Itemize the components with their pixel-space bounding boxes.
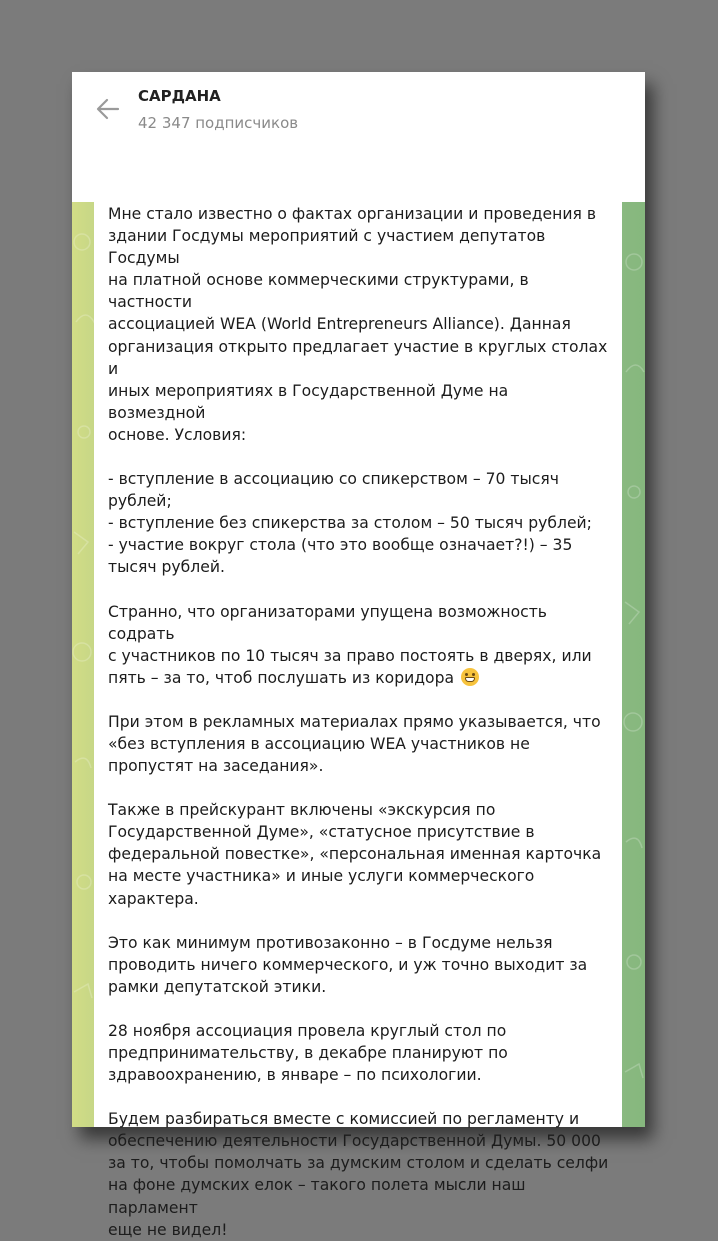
subscriber-count: 42 347 подписчиков xyxy=(138,114,299,132)
message-paragraph xyxy=(108,601,610,689)
message-paragraph: При этом в рекламных материалах прямо указывается, что «без вступления в ассоциацию WEA участников не пропустят на заседания». xyxy=(108,712,601,776)
arrow-left-icon xyxy=(96,98,120,120)
back-button[interactable] xyxy=(94,96,122,122)
channel-header xyxy=(72,72,645,202)
message-paragraph: 28 ноября ассоциация провела круглый стол по предпринимательству, в декабре планируют по здравоохранению, в январе – по психологии. xyxy=(108,1021,508,1085)
grinning-face-emoji-icon xyxy=(461,668,479,686)
message-paragraph: Также в прейскурант включены «экскурсия по Государственной Думе», «статусное присутствие в федеральной повестке», «персональная именная карточка на месте участника» и иные услуги коммерческого характера. xyxy=(108,801,602,908)
message-paragraph-text: Странно, что организаторами упущена возможность содрать с участников по 10 тысяч за право постоять в дверях, или пять – за то, чтоб послушать из коридора xyxy=(108,602,592,687)
message-paragraph: Будем разбираться вместе с комиссией по регламенту и обеспечению деятельности Государственной Думы. 50 000 за то, чтобы помолчать за думским столом и сделать селфи на фоне думских елок – такого полета мысли наш парламент еще не видел! xyxy=(108,1110,609,1239)
message-paragraph: Это как минимум противозаконно – в Госдуме нельзя проводить ничего коммерческого, и уж точно выходит за рамки депутатской этики. xyxy=(108,933,588,996)
channel-title[interactable]: САРДАНА xyxy=(138,87,221,105)
message-bubble[interactable] xyxy=(94,202,622,1239)
message-paragraph: Мне стало известно о фактах организации и проведения в здании Госдумы мероприятий с участием депутатов Госдумы на платной основе коммерческими структурами, в частности ассоциацией WEA (World Entrepreneurs Alliance). Данная организация открыто предлагает участие в круглых столах и иных мероприятиях в Государственной Думе на возмездной основе. Условия: xyxy=(108,205,608,444)
telegram-channel-window xyxy=(72,72,645,1239)
message-paragraph: - вступление в ассоциацию со спикерством – 70 тысяч рублей; - вступление без спикерства за столом – 50 тысяч рублей; - участие вокруг стола (что это вообще означает?!) – 35 тысяч рублей. xyxy=(108,470,592,577)
chat-background xyxy=(72,202,645,1239)
